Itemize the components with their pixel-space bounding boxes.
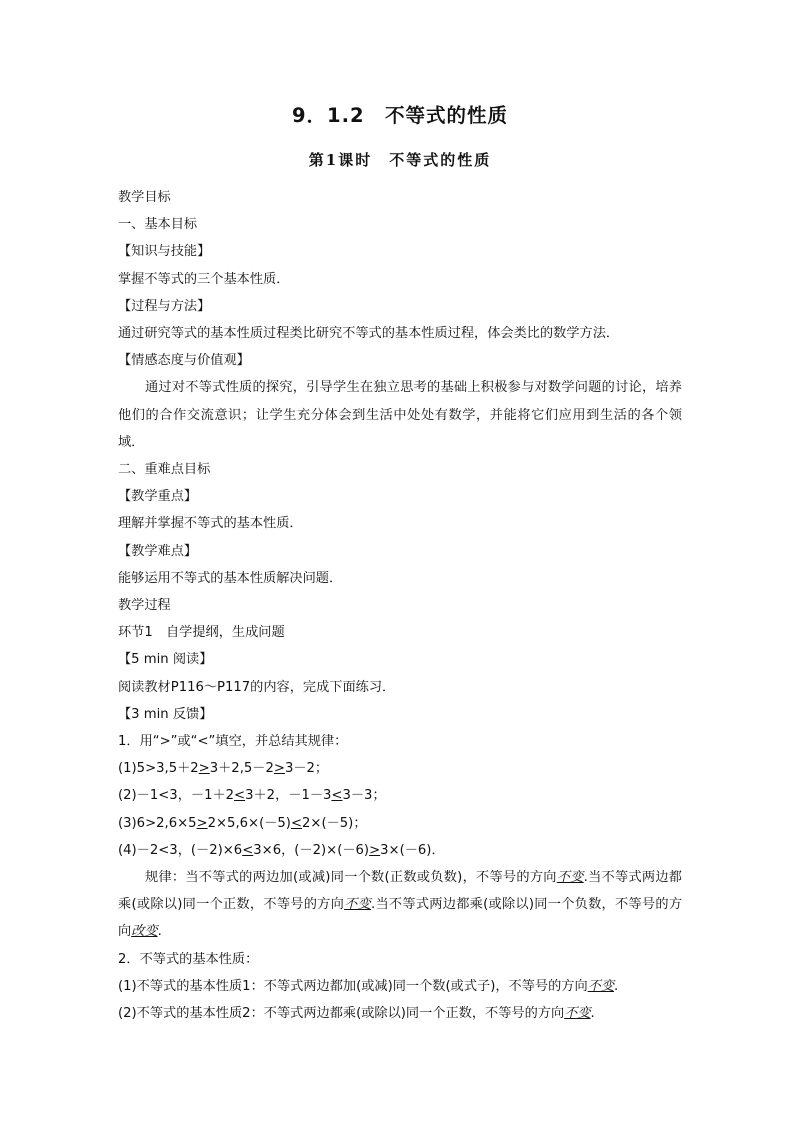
emotion-text: 通过对不等式性质的探究，引导学生在独立思考的基础上积极参与对数学问题的讨论，培养他们的合作交流意识；让学生充分体会到生活中处处有数学，并能将它们应用到生活的各个领域． [118, 380, 682, 450]
rule-text: .当不等式两边都乘(或除以)同一个正数，不等号的方向 [118, 870, 682, 913]
answer-blank: < [331, 788, 343, 804]
exercise-3 [118, 810, 682, 837]
property-1 [118, 973, 682, 1000]
teaching-process-heading: 教学过程 [118, 598, 171, 614]
exercise-text: 3－2； [284, 761, 329, 777]
answer-blank: > [273, 761, 285, 777]
answer-blank: > [196, 815, 208, 831]
exercise-text: (3)6>2,6×5 [118, 815, 197, 831]
exercise-text: 2×5,6×(－5) [207, 815, 291, 831]
lesson-subtitle: 第1课时 不等式的性质 [308, 151, 492, 169]
difficulty-text: 能够运用不等式的基本性质解决问题． [118, 570, 343, 586]
key-goals-heading: 二、重难点目标 [118, 462, 211, 478]
property-text: . [590, 1006, 595, 1022]
exercise-text: 2×(－5)； [302, 815, 367, 831]
exercise-text: 3＋2，－1－3 [245, 788, 332, 804]
exercise-text: 3×(－6)． [380, 842, 445, 858]
exercise-text: (4)－2<3，(－2)×6 [118, 842, 243, 858]
emotion-heading: 【情感态度与价值观】 [118, 353, 250, 369]
question-2 [118, 946, 682, 973]
answer-blank: < [290, 815, 303, 831]
process-text: 通过研究等式的基本性质过程类比研究不等式的基本性质过程，体会类比的数学方法． [118, 326, 620, 342]
exercise-4 [118, 837, 682, 864]
answer-blank: < [242, 842, 254, 858]
process-heading: 【过程与方法】 [118, 298, 211, 314]
answer-blank: > [198, 761, 210, 777]
page-title: 9．1.2 不等式的性质 [291, 104, 509, 127]
rule-text: . [157, 924, 162, 940]
answer-blank: 不变 [344, 897, 372, 913]
answer-blank: 不变 [587, 978, 615, 994]
property-2 [118, 1000, 682, 1027]
read-text: 阅读教材P116～P117的内容，完成下面练习． [118, 679, 396, 695]
exercise-text: 3－3； [342, 788, 386, 804]
focus-text: 理解并掌握不等式的基本性质． [118, 516, 303, 532]
exercise-text: 3＋2,5－2 [209, 761, 274, 777]
property-text: (1)不等式的基本性质1：不等式两边都加(或减)同一个数(或式子)，不等号的方向 [118, 978, 588, 994]
answer-blank: 不变 [556, 870, 584, 886]
answer-blank: < [234, 788, 246, 804]
goals-heading: 教学目标 [118, 190, 171, 205]
exercise-2 [118, 782, 682, 809]
document-page [118, 96, 682, 1027]
read-heading: 【5 min 阅读】 [118, 652, 213, 668]
difficulty-heading: 【教学难点】 [118, 543, 198, 559]
exercise-1 [118, 755, 682, 782]
exercise-text: 3×6，(－2)×(－6) [253, 842, 370, 858]
answer-blank: 不变 [564, 1006, 591, 1022]
exercise-text: (2)－1<3，－1＋2 [118, 788, 235, 804]
link1-heading: 环节1 自学提纲，生成问题 [118, 625, 285, 641]
rule-text: 规律：当不等式的两边加(或减)同一个数(正数或负数)，不等号的方向 [145, 870, 557, 886]
answer-blank: 改变 [131, 924, 158, 940]
knowledge-heading: 【知识与技能】 [118, 244, 211, 260]
question-1: 1．用“>”或“<”填空，并总结其规律： [118, 734, 348, 750]
focus-heading: 【教学重点】 [118, 489, 198, 505]
property-text: (2)不等式的基本性质2：不等式两边都乘(或除以)同一个正数，不等号的方向 [118, 1006, 565, 1022]
basic-goals-heading: 一、基本目标 [118, 217, 198, 233]
answer-blank: > [369, 842, 381, 858]
rule-paragraph [118, 864, 682, 946]
question-2-text: 2．不等式的基本性质： [118, 951, 259, 967]
knowledge-text: 掌握不等式的三个基本性质． [118, 271, 290, 287]
feedback-heading: 【3 min 反馈】 [118, 706, 213, 722]
property-text: . [614, 978, 619, 994]
rule-text: .当不等式两边都乘(或除以)同一个负数，不等号的方向 [118, 897, 683, 940]
exercise-text: (1)5>3,5＋2 [118, 761, 199, 777]
